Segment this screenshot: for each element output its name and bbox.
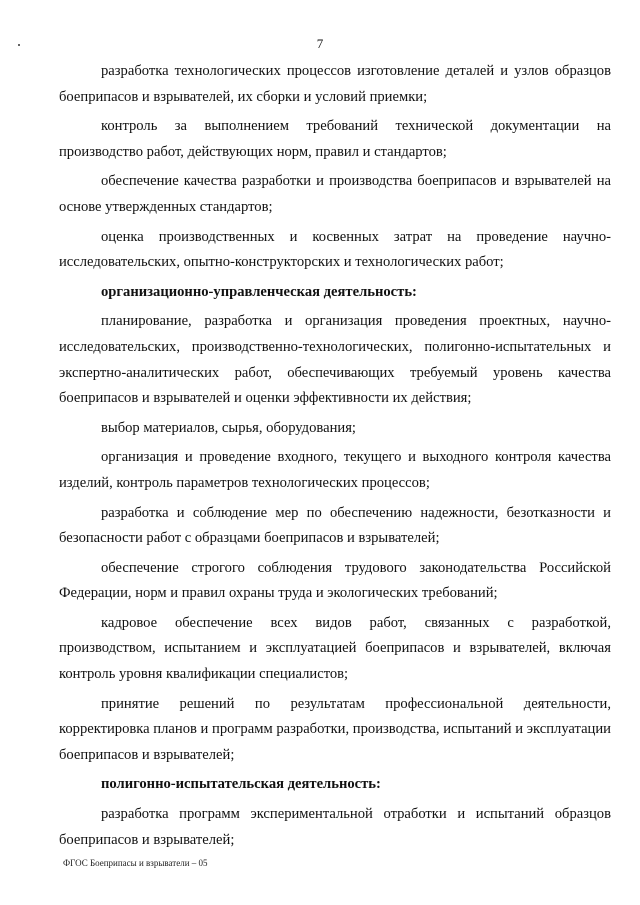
page-number: 7 xyxy=(316,36,324,51)
paragraph: принятие решений по результатам профессиональной деятельности, корректировка планов и программ разработки, производства, испытаний и эксплуатации боеприпасов и взрывателей; xyxy=(59,695,611,763)
paragraph: оценка производственных и косвенных затрат на проведение научно-исследовательских, опытно-конструкторских и технологических работ; xyxy=(59,228,611,271)
paragraph: выбор материалов, сырья, оборудования; xyxy=(101,419,356,436)
paragraph: планирование, разработка и организация проведения проектных, научно-исследовательских, производственно-технологических, полигонно-испытательных и экспертно-аналитических работ, обеспечивающих требуемый уровень качества боеприпасов и взрывателей и оценки эффективности их действия; xyxy=(59,313,611,407)
footer: ФГОС Боеприпасы и взрыватели – 05 xyxy=(63,858,208,868)
section-heading: организационно-управленческая деятельность: xyxy=(101,283,417,300)
document-body xyxy=(59,59,611,857)
section-heading: полигонно-испытательская деятельность: xyxy=(101,776,381,793)
paragraph: разработка и соблюдение мер по обеспечению надежности, безотказности и безопасности работ с образцами боеприпасов и взрывателей; xyxy=(59,504,611,547)
paragraph: организация и проведение входного, текущего и выходного контроля качества изделий, контроль параметров технологических процессов; xyxy=(59,449,611,491)
paragraph: контроль за выполнением требований технической документации на производство работ, действующих норм, правил и стандартов; xyxy=(59,118,611,160)
paragraph: разработка программ экспериментальной отработки и испытаний образцов боеприпасов и взрывателей; xyxy=(59,806,611,848)
paragraph: обеспечение строгого соблюдения трудового законодательства Российской Федерации, норм и правил охраны труда и экологических требований; xyxy=(59,559,611,602)
paragraph: кадровое обеспечение всех видов работ, связанных с разработкой, производством, испытанием и эксплуатацией боеприпасов и взрывателей, включая контроль уровня квалификации специалистов; xyxy=(59,614,611,683)
paragraph: обеспечение качества разработки и производства боеприпасов и взрывателей на основе утвержденных стандартов; xyxy=(59,173,611,215)
paragraph: разработка технологических процессов изготовление деталей и узлов образцов боеприпасов и взрывателей, их сборки и условий приемки; xyxy=(59,63,611,105)
